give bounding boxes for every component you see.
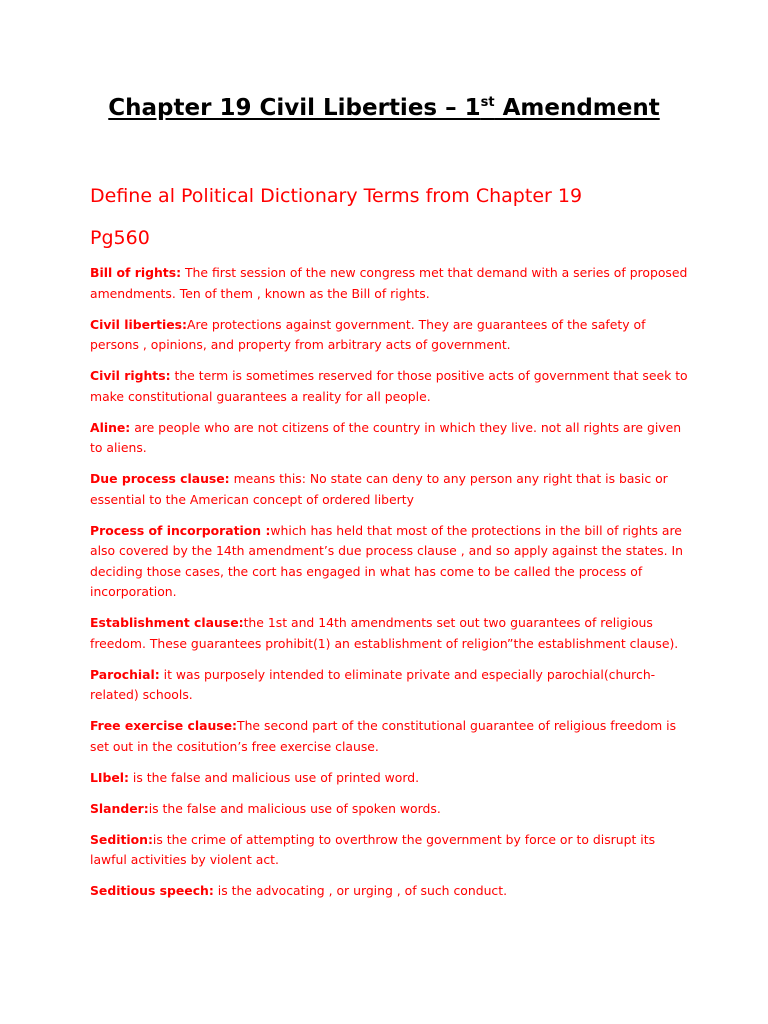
term-list (90, 263, 690, 912)
term-entry (90, 830, 690, 871)
term-entry (90, 521, 690, 603)
term-definition: means this: No state can deny to any person any right that is basic or essential to the American concept of ordered liberty (90, 471, 668, 507)
term-definition: which has held that most of the protections in the bill of rights are also covered by the 14th amendment’s due process clause , and so apply against the states. In deciding those cases, the cort has engaged in what has come to be called the process of incorporation. (90, 522, 683, 599)
term-entry (90, 418, 690, 459)
term-name: Civil rights: (90, 368, 171, 383)
title-end: Amendment (494, 95, 660, 121)
title-superscript: st (480, 95, 495, 110)
term-definition: it was purposely intended to eliminate private and especially parochial(church-related) schools. (90, 666, 656, 702)
term-definition: The first session of the new congress met that demand with a series of proposed amendments. Ten of them , known as the Bill of rights. (90, 265, 688, 301)
term-definition: are people who are not citizens of the country in which they live. not all rights are given to aliens. (90, 419, 682, 455)
term-entry (90, 613, 690, 654)
term-name: Civil liberties: (90, 316, 188, 332)
term-entry (90, 366, 690, 407)
term-entry (90, 665, 690, 706)
term-definition: is the false and malicious use of printed word. (128, 769, 420, 785)
term-entry (90, 716, 690, 757)
term-name: Process of incorporation : (90, 522, 271, 538)
term-entry (90, 799, 690, 820)
term-name: Aline: (90, 419, 131, 435)
term-definition: the term is sometimes reserved for those positive acts of government that seek to make constitutional guarantees a reality for all people. (90, 368, 688, 404)
term-name: Slander: (90, 800, 149, 816)
term-name: LIbel: (90, 769, 129, 785)
term-name: Sedition: (90, 831, 153, 847)
term-name: Parochial: (90, 666, 160, 682)
term-definition: The second part of the constitutional guarantee of religious freedom is set out in the cositution’s free exercise clause. (90, 718, 677, 754)
term-entry (90, 768, 690, 789)
term-definition: is the advocating , or urging , of such conduct. (213, 883, 508, 898)
term-entry (90, 315, 690, 356)
term-definition: Are protections against government. They are guarantees of the safety of persons , opinions, and property from arbitrary acts of government. (90, 316, 646, 352)
term-entry (90, 881, 690, 902)
title-main: Chapter 19 Civil Liberties – 1 (108, 95, 481, 121)
term-definition: is the crime of attempting to overthrow the government by force or to disrupt its lawful activities by violent act. (90, 831, 656, 867)
page-reference: Pg560 (90, 227, 150, 249)
term-entry (90, 469, 690, 510)
term-entry (90, 263, 690, 304)
term-definition: the 1st and 14th amendments set out two guarantees of religious freedom. These guarantees prohibit(1) an establishment of religion”the establishment clause). (90, 615, 679, 651)
term-name: Free exercise clause: (90, 718, 238, 733)
term-name: Seditious speech: (90, 883, 214, 898)
section-heading: Define al Political Dictionary Terms from Chapter 19 (90, 185, 583, 207)
term-name: Establishment clause: (90, 615, 244, 630)
term-name: Due process clause: (90, 471, 230, 486)
term-name: Bill of rights: (90, 265, 182, 280)
term-definition: is the false and malicious use of spoken words. (148, 800, 441, 816)
page-title (0, 95, 768, 121)
